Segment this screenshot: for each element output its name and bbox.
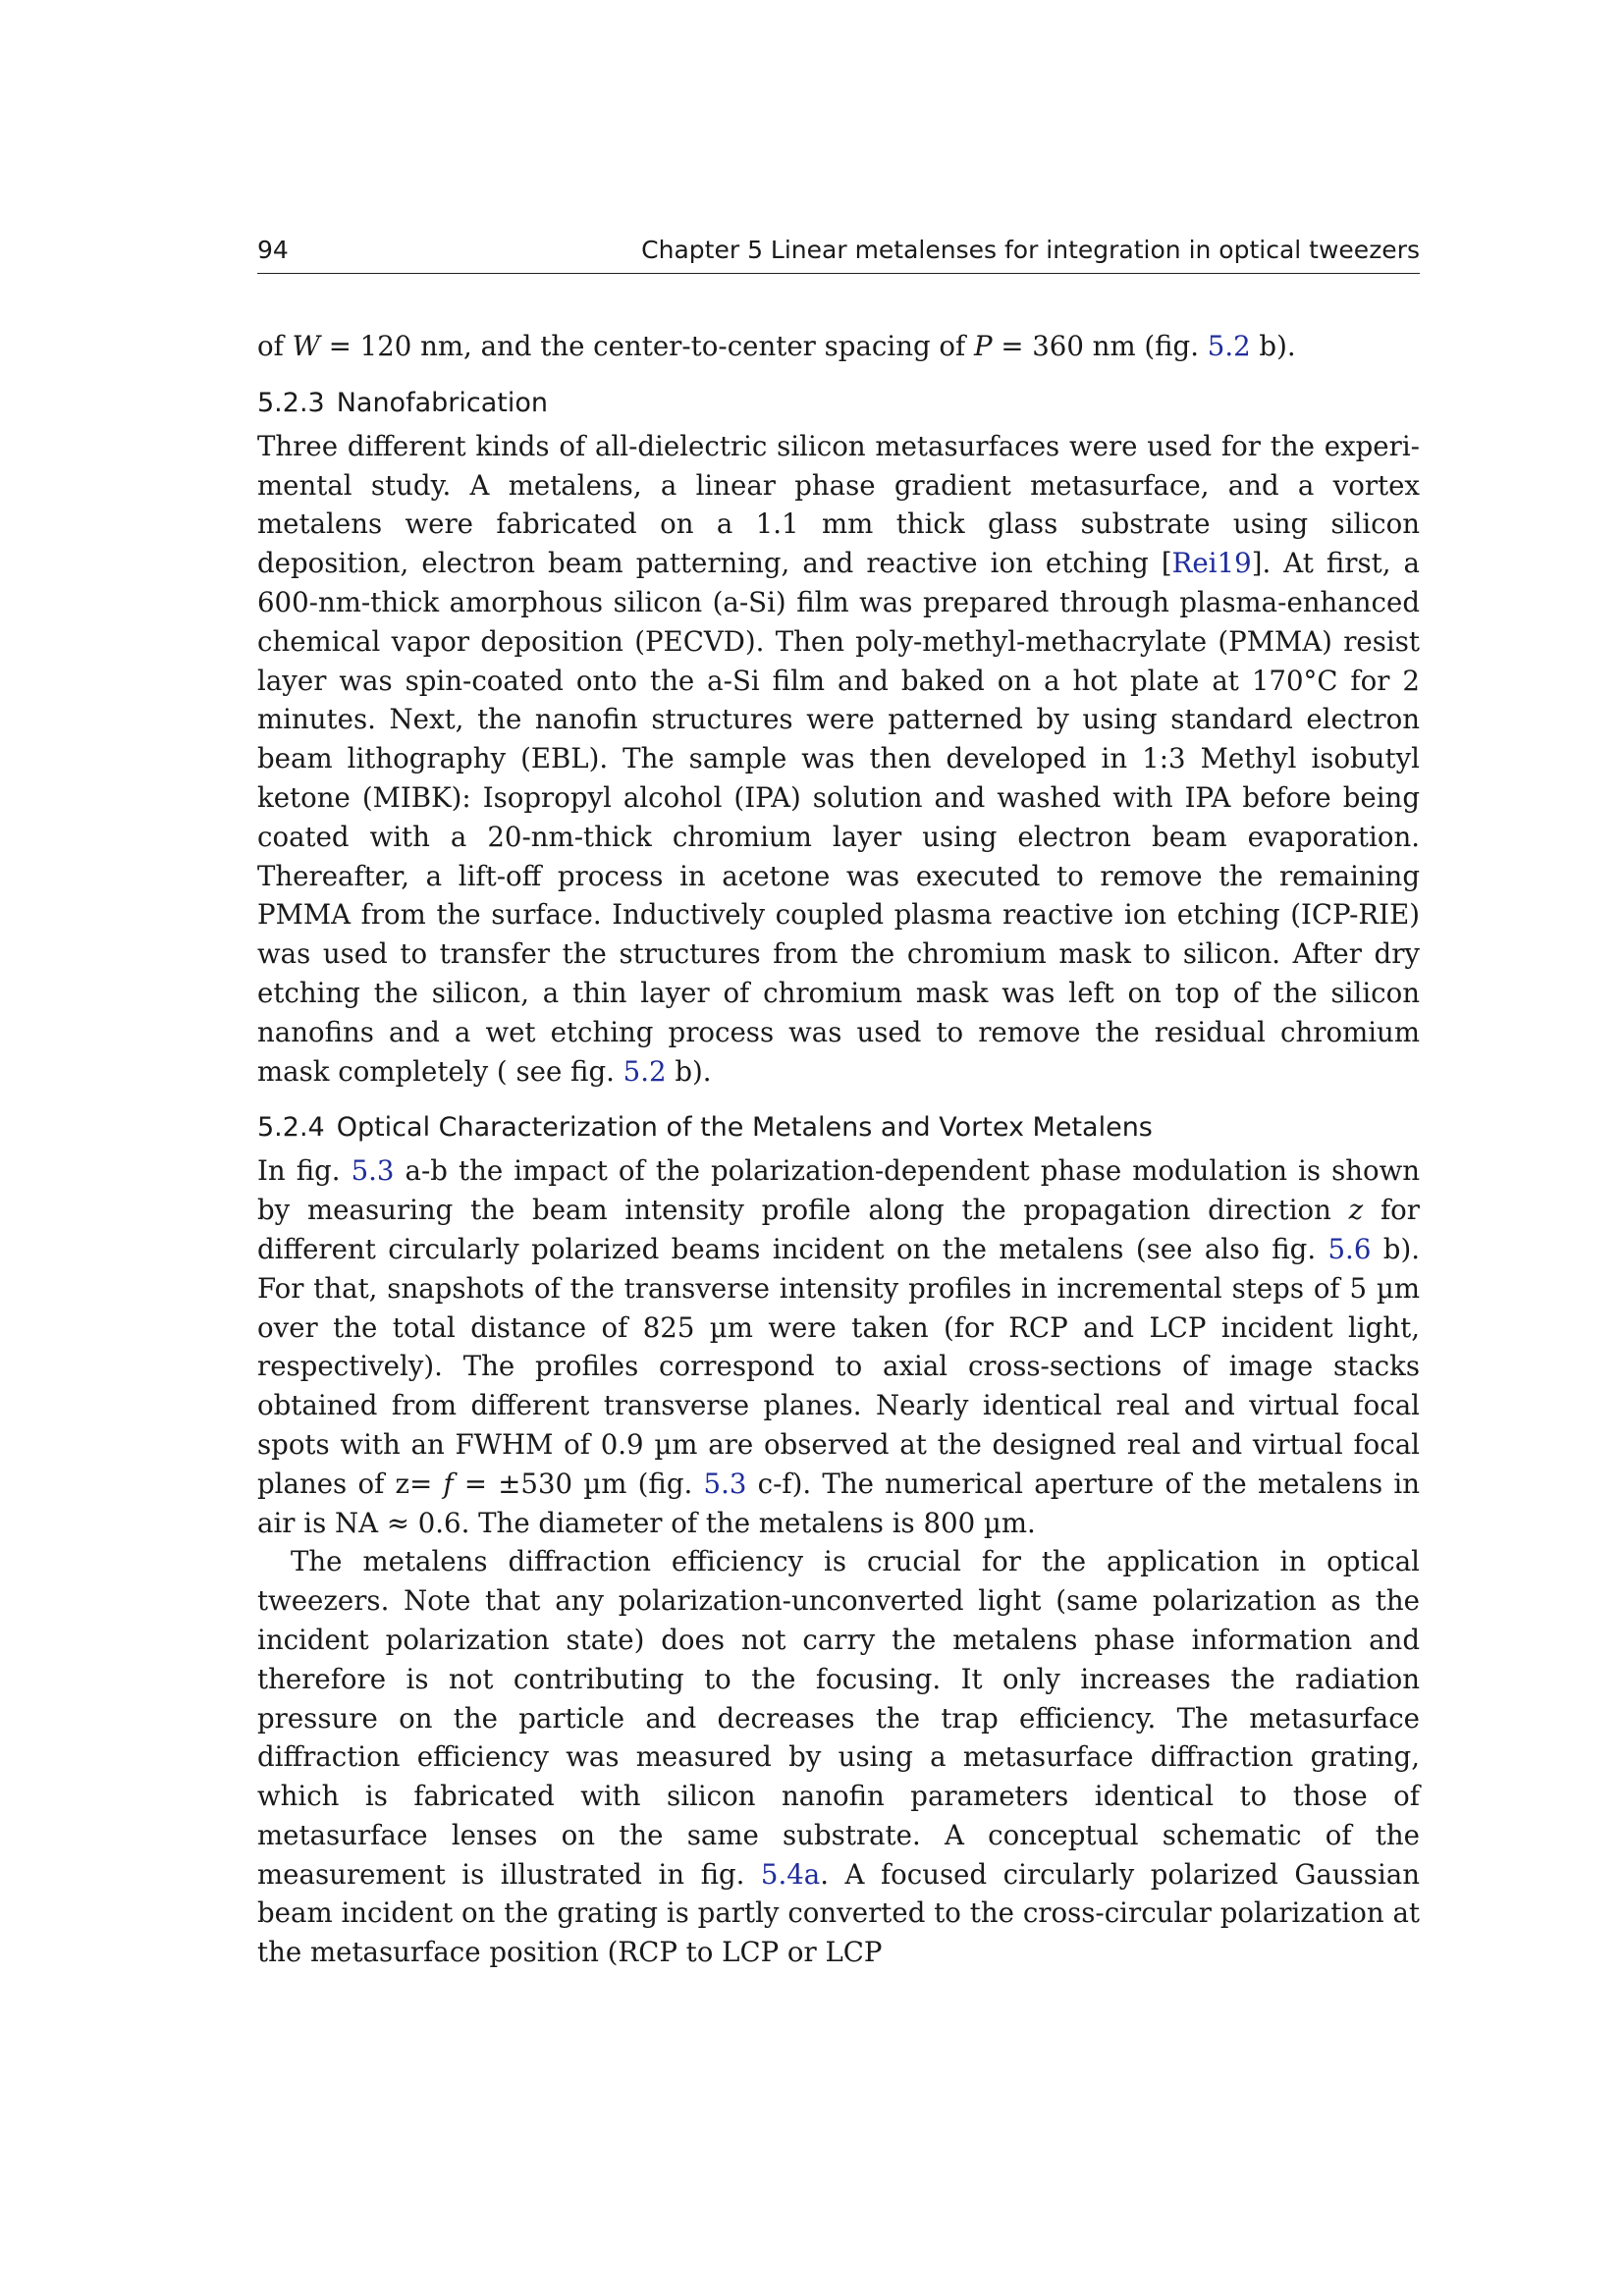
text: The metalens diffraction efficiency is crucial for the application in optical tweezers. Note that any polarization-unconverted light (same polarization as the incident polarization state) does not carry the metalens phase information and therefore is not contributing to the focusing. It only increases the radiation pressure on the particle and decreases the trap efficiency. The metasurface diffraction efficiency was measured by using a metasurface diffraction grating, which is fabricated with silicon nanofin parameters identical to those of metasurface lenses on the same substrate. A conceptual schematic of the measurement is illustrated in fig. xyxy=(257,1545,1420,1891)
section-title: Nanofabrication xyxy=(336,387,548,418)
text: = 360 nm (fig. xyxy=(992,330,1208,362)
section-heading-5-2-3 xyxy=(257,386,1420,421)
paragraph-continuation xyxy=(257,327,1420,366)
section-number: 5.2.4 xyxy=(257,1112,325,1144)
text: a-b the impact of the polarization-dependent phase modulation is shown by measuring the beam intensity profile along the propagation direction xyxy=(257,1154,1420,1227)
text: ]. At first, a 600-nm-thick amorphous silicon (a-Si) film was prepared through plasma-enhanced chemical vapor deposition (PECVD). Then poly-methyl-methacrylate (PMMA) resist layer was spin-coated onto the a-Si film and baked on a hot plate at 170°C for 2 minutes. Next, the nanofin structures were patterned by using standard electron beam lithography (EBL). The sample was then developed in 1:3 Methyl isobutyl ketone (MIBK): Isopropyl alcohol (IPA) solution and washed with IPA before being coated with a 20-nm-thick chromium layer using electron beam evaporation. Thereafter, a lift-off process in acetone was executed to remove the remaining PMMA from the surface. Inductively coupled plasma reactive ion etching (ICP-RIE) was used to transfer the structures from the chromium mask to silicon. After dry etching the silicon, a thin layer of chromium mask was left on top of the silicon nanofins and a wet etching process was used to remove the residual chromium mask completely ( see fig. xyxy=(257,547,1420,1088)
text: b). xyxy=(666,1054,712,1088)
paragraph-nanofabrication xyxy=(257,427,1420,1092)
citation-rei19[interactable]: Rei19 xyxy=(1171,547,1252,580)
text: b). xyxy=(1250,330,1296,362)
text: . A focused circularly polarized Gaussian beam incident on the grating is partly converted to the cross-circular polarization at the metasurface position (RCP to LCP or LCP xyxy=(257,1857,1420,1969)
section-number: 5.2.3 xyxy=(257,387,325,418)
text: = ±530 µm (fig. xyxy=(453,1467,704,1500)
page-header xyxy=(257,232,1420,274)
math-var-z: z xyxy=(1348,1194,1364,1227)
math-var-f: f xyxy=(443,1467,454,1500)
text: c-f). The numerical aperture of the metalens in air is NA ≈ 0.6. The diameter of the metalens is 800 µm. xyxy=(257,1467,1420,1539)
math-var-w: W xyxy=(292,330,320,362)
page-body xyxy=(257,327,1420,1972)
figure-ref-5-2[interactable]: 5.2 xyxy=(1207,330,1251,362)
text: In fig. xyxy=(257,1154,352,1188)
text: Three different kinds of all-dielectric silicon metasurfaces were used for the experimental study. A metalens, a linear phase gradient metasurface, and a vortex metalens were fabricated on a 1.1 mm thick glass substrate using silicon deposition, electron beam patterning, and reactive ion etching [ xyxy=(257,429,1420,580)
paragraph-diffraction-efficiency xyxy=(257,1542,1420,1972)
page-number: 94 xyxy=(257,236,289,264)
section-title: Optical Characterization of the Metalens and Vortex Metalens xyxy=(336,1112,1153,1144)
text: for different circularly polarized beams incident on the metalens (see also fig. xyxy=(257,1194,1420,1265)
figure-ref-5-4a[interactable]: 5.4a xyxy=(760,1857,821,1891)
figure-ref-5-3[interactable]: 5.3 xyxy=(351,1154,395,1188)
text: b). For that, snapshots of the transverse intensity profiles in incremental steps of 5 µm over the total distance of 825 µm were taken (for RCP and LCP incident light, respectively). The profiles correspond to axial cross-sections of image stacks obtained from different transverse planes. Nearly identical real and virtual focal spots with an FWHM of 0.9 µm are observed at the designed real and virtual focal planes of z= xyxy=(257,1232,1420,1500)
section-heading-5-2-4 xyxy=(257,1110,1420,1146)
figure-ref-5-3[interactable]: 5.3 xyxy=(703,1467,747,1500)
paragraph-optical-characterization xyxy=(257,1151,1420,1542)
running-title: Chapter 5 Linear metalenses for integration in optical tweezers xyxy=(641,236,1420,264)
math-var-p: P xyxy=(974,330,993,362)
figure-ref-5-2[interactable]: 5.2 xyxy=(623,1054,667,1088)
figure-ref-5-6[interactable]: 5.6 xyxy=(1327,1232,1372,1265)
text: of xyxy=(257,330,293,362)
text: = 120 nm, and the center-to-center spacing of xyxy=(319,330,974,362)
